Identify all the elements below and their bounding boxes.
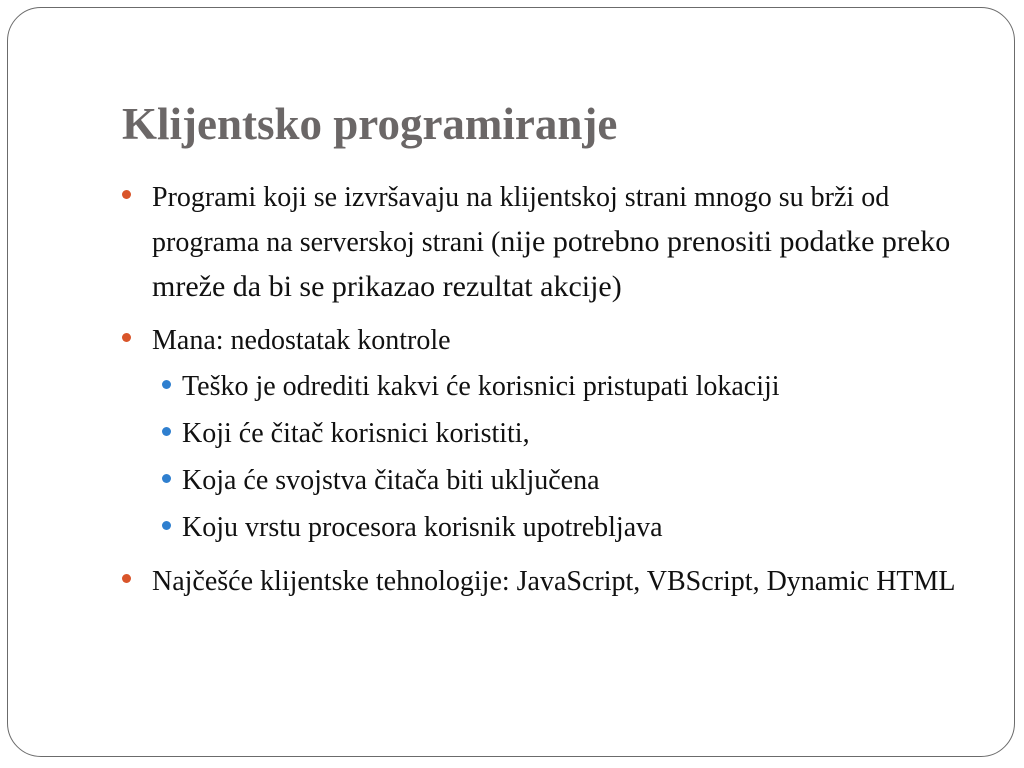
bullet-dot-icon [122, 190, 131, 199]
sub-bullet-text: Koja će svojstva čitača biti uključena [182, 465, 600, 496]
sub-bullet-dot-icon [162, 427, 171, 436]
sub-bullet-dot-icon [162, 474, 171, 483]
sub-bullet-dot-icon [162, 521, 171, 530]
sub-bullet-text: Teško je odrediti kakvi će korisnici pristupati lokaciji [182, 371, 780, 402]
sub-bullet-list [152, 363, 962, 551]
sub-bullet-text: Koju vrstu procesora korisnik upotrebljava [182, 512, 663, 543]
bullet-item-client-speed [122, 176, 962, 310]
bullet-dot-icon [122, 333, 131, 342]
bullet-text-part1: Programi koji se izvršavaju na klijentskoj strani mnogo su brži od programa na serverskoj strani ( [152, 182, 890, 258]
sub-bullet-item [152, 457, 962, 504]
slide-title: Klijentsko programiranje [122, 99, 618, 149]
bullet-dot-icon [122, 574, 131, 583]
sub-bullet-item [152, 504, 962, 551]
sub-bullet-item [152, 363, 962, 410]
bullet-list [122, 176, 962, 604]
sub-bullet-item [152, 410, 962, 457]
bullet-item-drawback [122, 319, 962, 551]
sub-bullet-dot-icon [162, 380, 171, 389]
bullet-item-technologies [122, 560, 962, 604]
bullet-text: Najčešće klijentske tehnologije: JavaScript, VBScript, Dynamic HTML [152, 566, 956, 597]
slide-frame [7, 7, 1015, 757]
sub-bullet-text: Koji će čitač korisnici koristiti, [182, 418, 530, 449]
bullet-text-part2: nije potrebno prenositi podatke preko mreže da bi se prikazao rezultat akcije) [152, 225, 951, 303]
bullet-text: Mana: nedostatak kontrole [152, 325, 451, 356]
